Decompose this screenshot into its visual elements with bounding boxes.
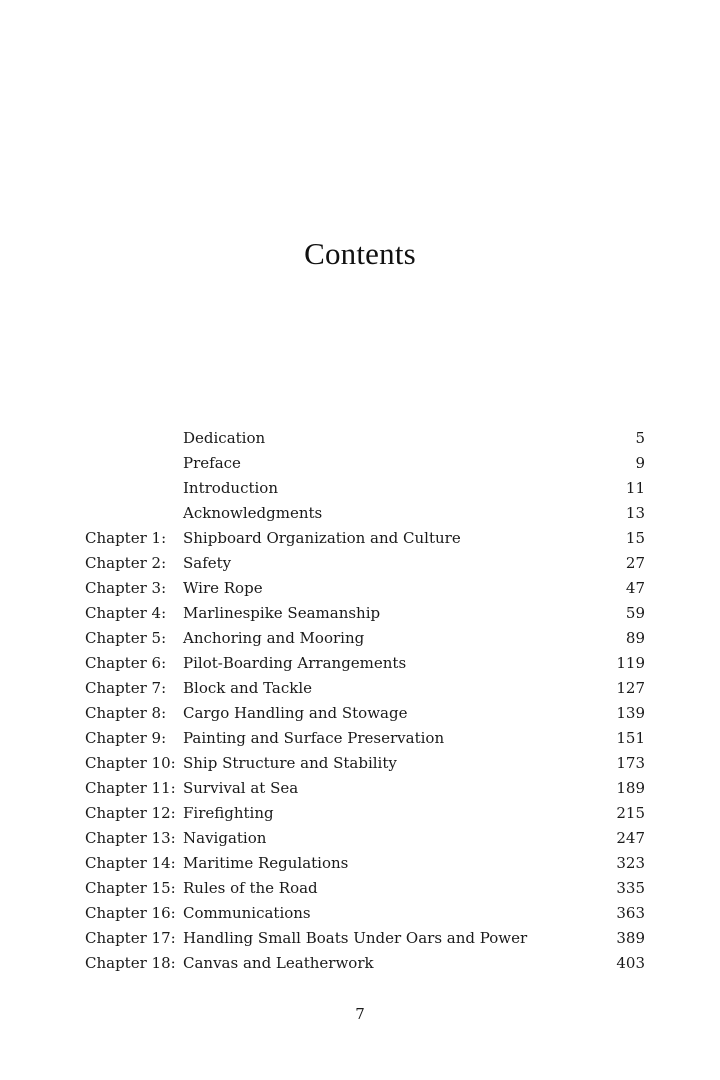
toc-chapter-label: Chapter 18: <box>85 954 176 972</box>
toc-entry <box>85 726 645 751</box>
toc-entry-title: Canvas and Leatherwork <box>183 954 374 972</box>
toc-page-number: 389 <box>616 929 645 947</box>
toc-entry <box>85 576 645 601</box>
toc-entry-title: Firefighting <box>183 804 274 822</box>
toc-entry-title: Shipboard Organization and Culture <box>183 529 461 547</box>
toc-entry <box>85 776 645 801</box>
toc-chapter-label: Chapter 6: <box>85 654 167 672</box>
toc-entry-title: Cargo Handling and Stowage <box>183 704 408 722</box>
toc-page-number: 403 <box>616 954 645 972</box>
toc-entry-title: Pilot-Boarding Arrangements <box>183 654 407 672</box>
toc-entry-title: Acknowledgments <box>183 504 323 522</box>
toc-entry-title: Block and Tackle <box>183 679 313 697</box>
toc-entry-title: Introduction <box>183 479 278 497</box>
toc-page-number: 139 <box>616 704 645 722</box>
toc-page-number: 173 <box>616 754 645 772</box>
toc-entry-title: Marlinespike Seamanship <box>183 604 381 622</box>
toc-entry <box>85 426 645 451</box>
toc-entry-title: Painting and Surface Preservation <box>183 729 445 747</box>
toc-entry <box>85 901 645 926</box>
toc-entry-title: Navigation <box>183 829 267 847</box>
toc-entry <box>85 876 645 901</box>
toc-entry-title: Dedication <box>183 429 266 447</box>
toc-page-number: 151 <box>616 729 645 747</box>
toc-entry-title: Survival at Sea <box>183 779 299 797</box>
toc-page-number: 247 <box>616 829 645 847</box>
toc-chapter-label: Chapter 9: <box>85 729 167 747</box>
toc-page-number: 89 <box>625 629 645 647</box>
toc-chapter-label: Chapter 10: <box>85 754 176 772</box>
toc-chapter-label: Chapter 3: <box>85 579 167 597</box>
toc-entry <box>85 651 645 676</box>
toc-chapter-label: Chapter 12: <box>85 804 176 822</box>
toc-page-number: 13 <box>625 504 645 522</box>
toc-entry <box>85 551 645 576</box>
toc-entry <box>85 826 645 851</box>
toc-entry-title: Preface <box>183 454 241 472</box>
toc-entry-title: Communications <box>183 904 311 922</box>
toc-entry-title: Rules of the Road <box>183 879 318 897</box>
toc-chapter-label: Chapter 13: <box>85 829 176 847</box>
toc-page-number: 11 <box>625 479 645 497</box>
toc-page-number: 335 <box>616 879 645 897</box>
toc-entry-title: Handling Small Boats Under Oars and Power <box>183 929 528 947</box>
toc-page-number: 27 <box>625 554 645 572</box>
toc-chapter-label: Chapter 2: <box>85 554 167 572</box>
toc-chapter-label: Chapter 1: <box>85 529 167 547</box>
toc-entry-title: Safety <box>183 554 232 572</box>
toc-page-number: 119 <box>616 654 645 672</box>
toc-entry-title: Ship Structure and Stability <box>183 754 397 772</box>
toc-chapter-label: Chapter 7: <box>85 679 167 697</box>
toc-page-number: 127 <box>616 679 645 697</box>
toc-chapter-label: Chapter 4: <box>85 604 167 622</box>
toc-page-number: 9 <box>635 454 645 472</box>
toc-chapter-label: Chapter 15: <box>85 879 176 897</box>
toc-entry <box>85 926 645 951</box>
toc-page-number: 323 <box>616 854 645 872</box>
page-title: Contents <box>304 236 416 271</box>
toc-entry-title: Wire Rope <box>183 579 263 597</box>
toc-entry <box>85 676 645 701</box>
toc-chapter-label: Chapter 16: <box>85 904 176 922</box>
toc-chapter-label: Chapter 14: <box>85 854 176 872</box>
page-number: 7 <box>355 1005 365 1023</box>
toc-entry <box>85 526 645 551</box>
toc-entry <box>85 501 645 526</box>
toc-entry-title: Anchoring and Mooring <box>183 629 365 647</box>
toc-chapter-label: Chapter 17: <box>85 929 176 947</box>
toc-entry <box>85 601 645 626</box>
toc-entry <box>85 751 645 776</box>
toc-page-number: 15 <box>625 529 645 547</box>
toc-entry <box>85 951 645 976</box>
toc-entry <box>85 851 645 876</box>
toc-entry <box>85 451 645 476</box>
toc-page-number: 5 <box>635 429 645 447</box>
toc-chapter-label: Chapter 11: <box>85 779 176 797</box>
toc-entry <box>85 801 645 826</box>
toc-chapter-label: Chapter 5: <box>85 629 167 647</box>
table-of-contents <box>85 426 645 976</box>
toc-entry <box>85 476 645 501</box>
toc-entry <box>85 626 645 651</box>
toc-page-number: 215 <box>616 804 645 822</box>
toc-page-number: 189 <box>616 779 645 797</box>
toc-entry-title: Maritime Regulations <box>183 854 349 872</box>
toc-page-number: 363 <box>616 904 645 922</box>
toc-entry <box>85 701 645 726</box>
toc-page-number: 47 <box>625 579 645 597</box>
toc-chapter-label: Chapter 8: <box>85 704 167 722</box>
toc-page-number: 59 <box>625 604 645 622</box>
